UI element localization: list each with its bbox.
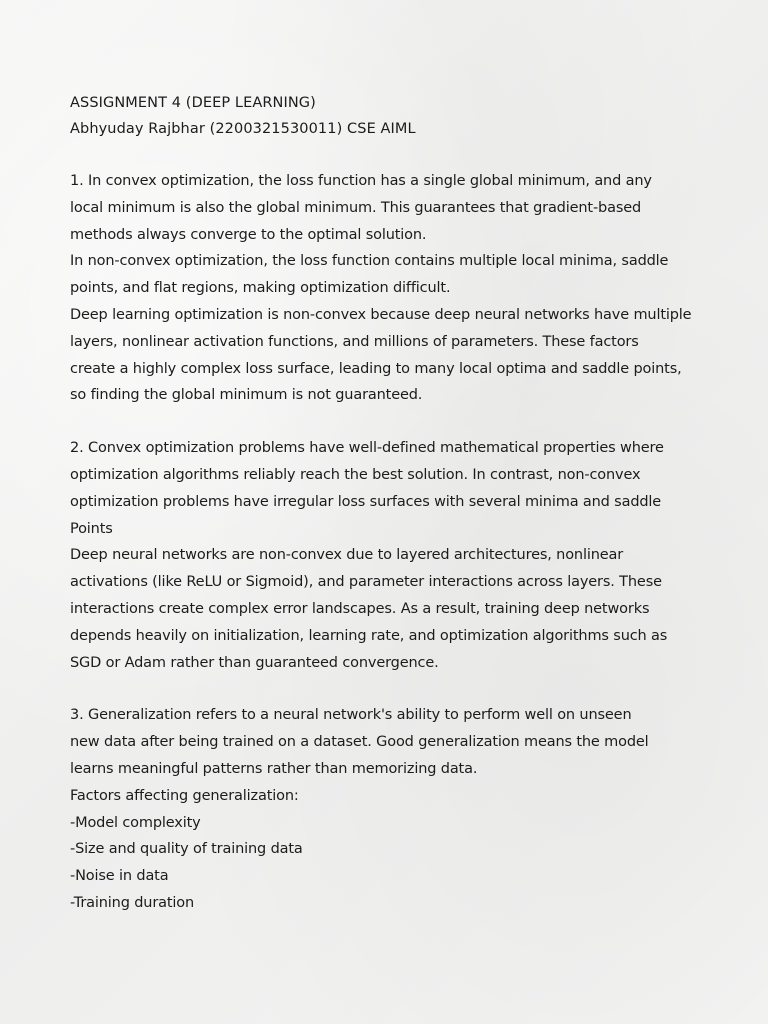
document-page <box>70 90 730 917</box>
text-line: SGD or Adam rather than guaranteed convergence. <box>70 654 439 671</box>
text-line: local minimum is also the global minimum. This guarantees that gradient-based <box>70 199 642 216</box>
assignment-title: ASSIGNMENT 4 (DEEP LEARNING) <box>70 95 316 111</box>
text-line: Deep learning optimization is non-convex because deep neural networks have multiple <box>70 306 692 323</box>
factors-heading: Factors affecting generalization: <box>70 787 299 804</box>
list-item: -Model complexity <box>70 814 201 831</box>
text-line: 3. Generalization refers to a neural network's ability to perform well on unseen <box>70 707 632 724</box>
text-line: so finding the global minimum is not guaranteed. <box>70 387 423 404</box>
document-header <box>70 90 730 142</box>
text-line: In non-convex optimization, the loss function contains multiple local minima, saddle <box>70 253 669 270</box>
text-line: activations (like ReLU or Sigmoid), and parameter interactions across layers. These <box>70 574 662 591</box>
text-line: 1. In convex optimization, the loss function has a single global minimum, and any <box>70 173 652 189</box>
text-line: optimization algorithms reliably reach the best solution. In contrast, non-convex <box>70 466 641 483</box>
text-line: interactions create complex error landscapes. As a result, training deep networks <box>70 600 650 617</box>
text-line: depends heavily on initialization, learning rate, and optimization algorithms such as <box>70 627 668 644</box>
answer-3 <box>70 702 730 916</box>
text-line: Deep neural networks are non-convex due to layered architectures, nonlinear <box>70 547 624 564</box>
text-line: layers, nonlinear activation functions, and millions of parameters. These factors <box>70 333 639 350</box>
text-line: methods always converge to the optimal solution. <box>70 226 427 243</box>
text-line: Points <box>70 520 113 537</box>
author-line: Abhyuday Rajbhar (2200321530011) CSE AIML <box>70 121 416 137</box>
list-item: -Size and quality of training data <box>70 841 303 858</box>
text-line: new data after being trained on a dataset. Good generalization means the model <box>70 734 649 751</box>
answer-2 <box>70 435 730 676</box>
list-item: -Training duration <box>70 894 195 911</box>
list-item: -Noise in data <box>70 868 169 885</box>
text-line: 2. Convex optimization problems have well-defined mathematical properties where <box>70 440 664 457</box>
text-line: points, and flat regions, making optimization difficult. <box>70 280 451 297</box>
text-line: optimization problems have irregular loss surfaces with several minima and saddle <box>70 493 662 510</box>
text-line: learns meaningful patterns rather than memorizing data. <box>70 760 478 777</box>
answer-1 <box>70 168 730 409</box>
text-line: create a highly complex loss surface, leading to many local optima and saddle points, <box>70 360 682 377</box>
